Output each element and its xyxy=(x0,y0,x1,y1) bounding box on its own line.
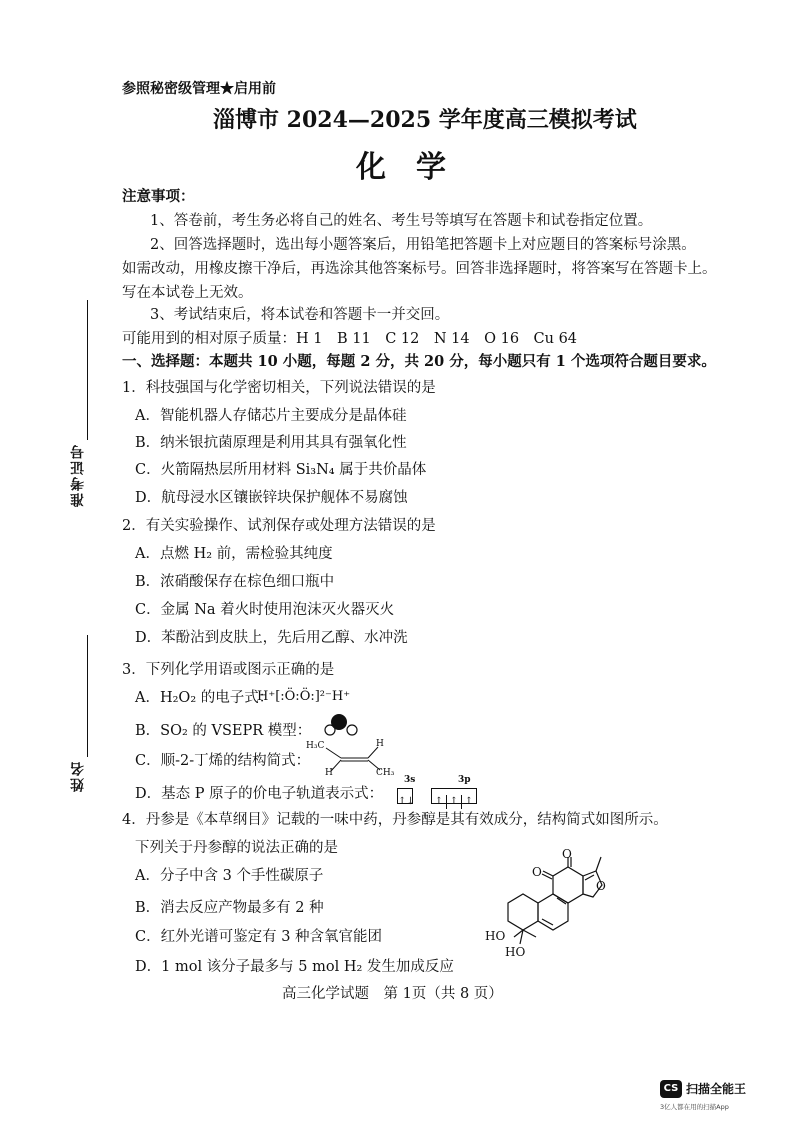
butene-h-bottom: H xyxy=(325,768,333,778)
q4-option-a: A．分子中含 3 个手性碳原子 xyxy=(135,868,324,884)
notice-heading: 注意事项： xyxy=(122,188,195,205)
name-line xyxy=(87,635,88,757)
exam-id-label: 准考证号 xyxy=(70,443,86,507)
q2-option-c: C．金属 Na 着火时使用泡沫灭火器灭火 xyxy=(135,602,395,618)
scanner-tagline: 3亿人都在用的扫描App xyxy=(660,1103,729,1111)
notice-item-2c: 写在本试卷上无效。 xyxy=(122,285,253,301)
q3-option-c: C．顺-2-丁烯的结构简式： xyxy=(135,753,311,769)
q2-option-b: B．浓硝酸保存在棕色细口瓶中 xyxy=(135,574,335,590)
page-footer: 高三化学试题 第 1页（共 8 页） xyxy=(282,986,503,1002)
orbital-3p-cell-1: ↑ xyxy=(432,795,447,809)
q2-option-d: D．苯酚沾到皮肤上，先后用乙醇、水冲洗 xyxy=(135,630,408,646)
orbital-3p-cell-3: ↑ xyxy=(464,796,474,807)
h2o2-electron-formula: H⁺[:Ö:Ö:]²⁻H⁺ xyxy=(257,689,351,704)
furan-o: O xyxy=(596,879,606,893)
orbital-3p-label: 3p xyxy=(458,775,471,785)
section-heading: 一、选择题：本题共 10 小题，每题 2 分，共 20 分，每小题只有 1 个选项符合题目要求。 xyxy=(122,353,716,370)
q4-stem-2: 下列关于丹参醇的说法正确的是 xyxy=(135,840,338,856)
q1-option-d: D．航母浸水区镶嵌锌块保护舰体不易腐蚀 xyxy=(135,490,408,506)
notice-item-3: 3、考试结束后，将本试卷和答题卡一并交回。 xyxy=(150,307,450,323)
q3-option-a: A．H₂O₂ 的电子式： xyxy=(135,690,274,706)
ketone-o-left: O xyxy=(532,865,542,879)
butene-h-top: H xyxy=(376,739,384,749)
notice-item-2a: 2、回答选择题时，选出每小题答案后，用铅笔把答题卡上对应题目的答案标号涂黑。 xyxy=(150,237,696,253)
q1-option-c: C．火箭隔热层所用材料 Si₃N₄ 属于共价晶体 xyxy=(135,462,427,478)
notice-item-1: 1、答卷前，考生务必将自己的姓名、考生号等填写在答题卡和试卷指定位置。 xyxy=(150,213,653,229)
atomic-masses: 可能用到的相对原子质量：H 1 B 11 C 12 N 14 O 16 Cu 64 xyxy=(122,331,578,347)
orbital-3s-box xyxy=(397,788,415,807)
q4-option-b: B．消去反应产物最多有 2 种 xyxy=(135,900,324,916)
q4-option-d: D．1 mol 该分子最多与 5 mol H₂ 发生加成反应 xyxy=(135,959,454,975)
name-label: 姓名 xyxy=(70,760,86,792)
danshenol-structure xyxy=(478,845,628,965)
orbital-3p-cell-2: ↑ xyxy=(447,795,462,809)
orbital-3s-cell: ↑↓ xyxy=(398,796,415,807)
butene-h3c: H₃C xyxy=(306,741,325,751)
q1-option-b: B．纳米银抗菌原理是利用其具有强氧化性 xyxy=(135,435,407,451)
q3-option-d: D．基态 P 原子的价电子轨道表示式： xyxy=(135,786,384,802)
cis-butene-structure xyxy=(306,738,401,780)
q2-stem: 2．有关实验操作、试剂保存或处理方法错误的是 xyxy=(122,518,436,534)
butene-ch3: CH₃ xyxy=(376,768,395,778)
scanner-name: 扫描全能王 xyxy=(686,1082,747,1096)
q1-option-a: A．智能机器人存储芯片主要成分是晶体硅 xyxy=(135,408,407,424)
subject-title: 化 学 xyxy=(356,150,446,185)
orbital-3p-box xyxy=(431,788,477,807)
hydroxyl-1: HO xyxy=(485,929,506,943)
q4-stem: 4．丹参是《本草纲目》记载的一味中药，丹参醇是其有效成分，结构简式如图所示。 xyxy=(122,812,668,828)
exam-title: 淄博市 2024—2025 学年度高三模拟考试 xyxy=(213,107,637,133)
secret-label: 参照秘密级管理★启用前 xyxy=(122,81,276,97)
q1-stem: 1．科技强国与化学密切相关，下列说法错误的是 xyxy=(122,380,436,396)
hydroxyl-2: HO xyxy=(505,945,526,959)
q3-option-b: B．SO₂ 的 VSEPR 模型： xyxy=(135,723,312,739)
scanner-logo: CS xyxy=(660,1080,682,1098)
notice-item-2b: 如需改动，用橡皮擦干净后，再选涂其他答案标号。回答非选择题时，将答案写在答题卡上。 xyxy=(122,261,717,277)
orbital-3s-label: 3s xyxy=(404,775,416,785)
q3-stem: 3．下列化学用语或图示正确的是 xyxy=(122,662,335,678)
so2-vsepr-model xyxy=(318,712,360,738)
exam-id-line xyxy=(87,300,88,440)
ketone-o-top: O xyxy=(562,847,572,861)
q2-option-a: A．点燃 H₂ 前，需检验其纯度 xyxy=(135,546,333,562)
q4-option-c: C．红外光谱可鉴定有 3 种含氧官能团 xyxy=(135,929,383,945)
